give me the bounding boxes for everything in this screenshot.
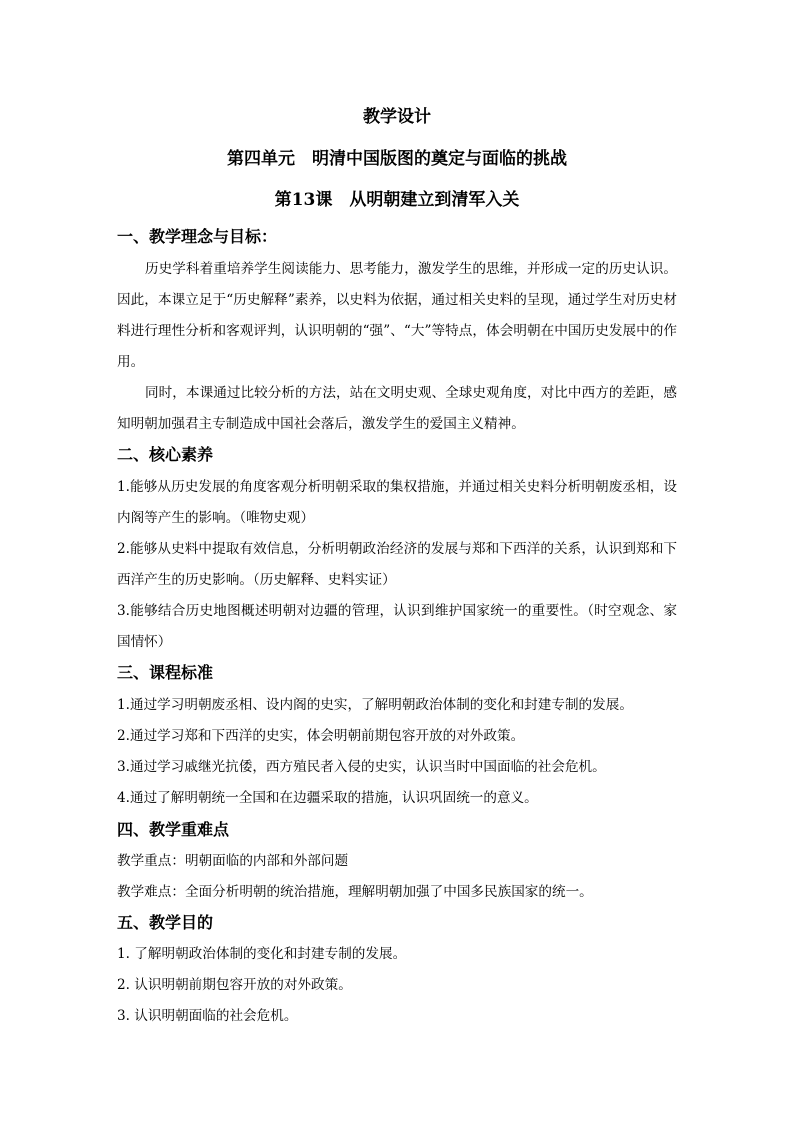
list-item: 2.通过学习郑和下西洋的史实，体会明朝前期包容开放的对外政策。 xyxy=(117,728,525,744)
section-heading-philosophy-goals: 一、教学理念与目标： xyxy=(117,227,278,246)
list-item: 2.能够从史料中提取有效信息，分析明朝政治经济的发展与郑和下西洋的关系，认识到郑和下西洋产生的历史影响。（历史解释、史料实证） xyxy=(117,541,677,588)
lesson-title: 第13课 从明朝建立到清军入关 xyxy=(274,190,520,210)
list-item: 3. 认识明朝面临的社会危机。 xyxy=(117,1008,298,1024)
paragraph: 同时，本课通过比较分析的方法，站在文明史观、全球史观角度，对比中西方的差距，感知明朝加强君主专制造成中国社会落后，激发学生的爱国主义精神。 xyxy=(117,385,677,432)
list-item: 1.能够从历史发展的角度客观分析明朝采取的集权措施，并通过相关史料分析明朝废丞相，设内阁等产生的影响。（唯物史观） xyxy=(117,479,677,526)
paragraph: 历史学科着重培养学生阅读能力、思考能力，激发学生的思维，并形成一定的历史认识。因此，本课立足于“历史解释”素养，以史料为依据，通过相关史料的呈现，通过学生对历史材料进行理性分析和客观评判，认识明朝的“强”、“大”等特点，体会明朝在中国历史发展中的作用。 xyxy=(117,261,677,370)
list-item: 2. 认识明朝前期包容开放的对外政策。 xyxy=(117,977,352,993)
list-item: 3.能够结合历史地图概述明朝对边疆的管理，认识到维护国家统一的重要性。（时空观念、家国情怀） xyxy=(117,603,677,650)
list-item: 1.通过学习明朝废丞相、设内阁的史实，了解明朝政治体制的变化和封建专制的发展。 xyxy=(117,697,633,713)
section-heading-teaching-purpose: 五、教学目的 xyxy=(117,913,214,932)
section-heading-key-difficult-points: 四、教学重难点 xyxy=(117,820,230,839)
list-item: 4.通过了解明朝统一全国和在边疆采取的措施，认识巩固统一的意义。 xyxy=(117,790,538,806)
key-point-text: 教学重点：明朝面临的内部和外部问题 xyxy=(117,853,349,869)
unit-title: 第四单元 明清中国版图的奠定与面临的挑战 xyxy=(227,149,567,169)
document-title: 教学设计 xyxy=(363,107,431,127)
difficult-point-text: 教学难点：全面分析明朝的统治措施，理解明朝加强了中国多民族国家的统一。 xyxy=(117,884,593,900)
list-item: 1. 了解明朝政治体制的变化和封建专制的发展。 xyxy=(117,946,407,962)
section-heading-core-literacy: 二、核心素养 xyxy=(117,445,214,464)
list-item: 3.通过学习戚继光抗倭，西方殖民者入侵的史实，认识当时中国面临的社会危机。 xyxy=(117,759,606,775)
section-heading-curriculum-standards: 三、课程标准 xyxy=(117,663,214,682)
